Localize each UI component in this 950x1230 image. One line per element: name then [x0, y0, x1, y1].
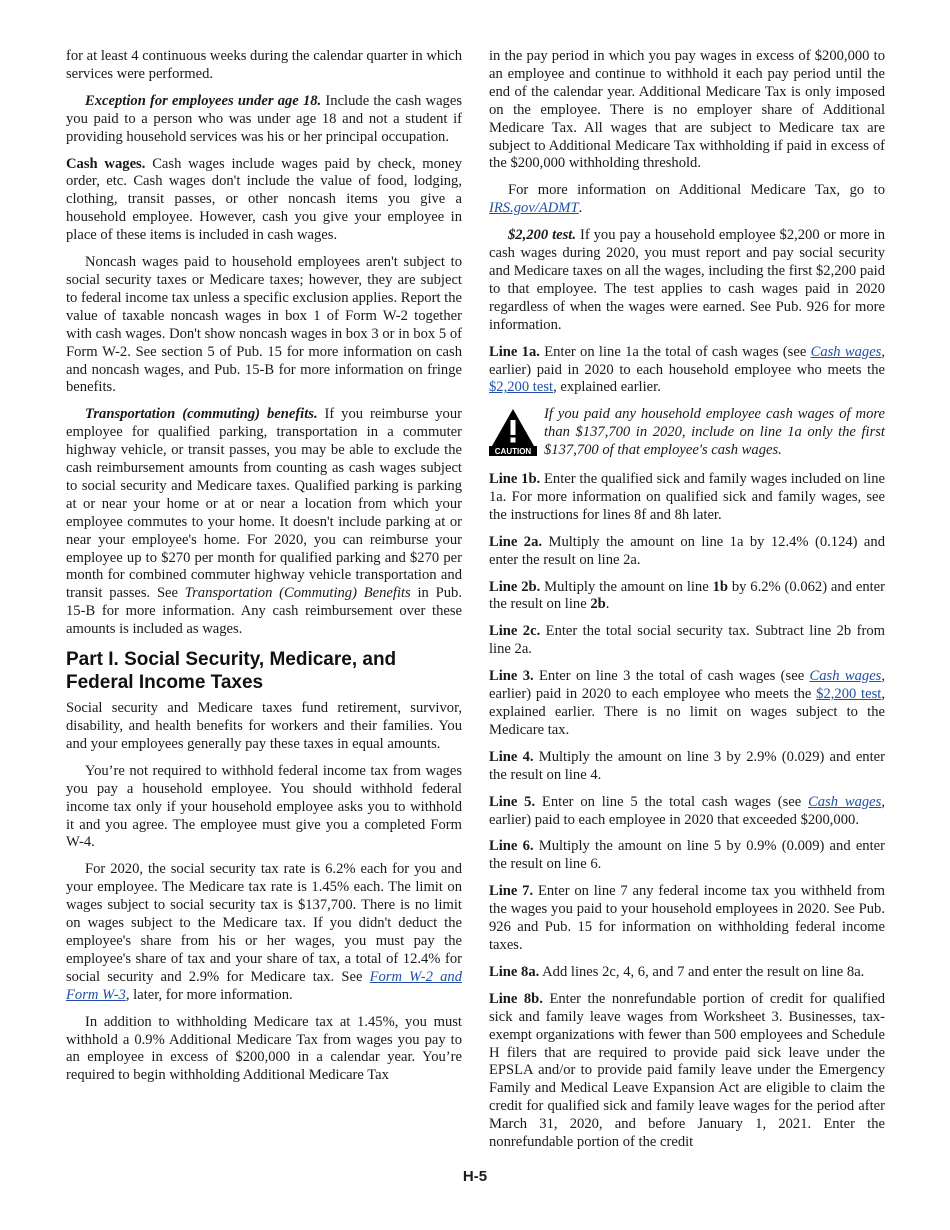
subheading: Exception for employees under age 18. — [85, 92, 322, 109]
cash-wages-link[interactable]: Cash wages — [808, 793, 882, 810]
test-2200-link[interactable]: $2,200 test — [489, 379, 554, 396]
right-column — [489, 48, 885, 1161]
line-2a-instruction: Line 2a. Multiply the amount on line 1a by 12.4% (0.124) and enter the result on line 2a. — [489, 533, 886, 568]
paragraph: For more information on Additional Medicare Tax, go to IRS.gov/ADMT. — [489, 182, 885, 217]
caution-box — [489, 406, 885, 460]
caution-label: CAUTION — [494, 447, 532, 457]
line-6-instruction: Line 6. Multiply the amount on line 5 by 0.9% (0.009) and enter the result on line 6. — [489, 838, 885, 873]
line-2b-instruction: Line 2b. Multiply the amount on line 1b by 6.2% (0.062) and enter the result on line 2b. — [489, 578, 886, 613]
subheading: $2,200 test. — [508, 227, 576, 244]
line-8b-instruction: Line 8b. Enter the nonrefundable portion of credit for qualified sick and family leave wages from Worksheet 3. Businesses, tax-exempt organizations with fewer than 500 employees and Schedule H filers that are required to provide paid sick leave under the EPSLA and/or to provide paid family leave under the Emergency Family and Medical Leave Expansion Act are eligible to claim the credit for qualified sick and family leave wages for the period after March 31, 2020, and before January 1, 2021. Enter the nonrefundable portion of the credit — [489, 990, 885, 1151]
paragraph: for at least 4 continuous weeks during the calendar quarter in which services were performed. — [66, 48, 462, 82]
test-2200-link[interactable]: $2,200 test — [816, 686, 882, 703]
paragraph: Social security and Medicare taxes fund retirement, survivor, disability, and health benefits for workers and their families. You and your employees generally pay these taxes in equal amounts. — [66, 700, 462, 752]
cash-wages-link[interactable]: Cash wages — [809, 668, 882, 685]
line-3-instruction: Line 3. Enter on line 3 the total of cash wages (see Cash wages, earlier) paid in 2020 to each employee who meets the $2,200 test, explained earlier. There is no limit on wages subject to the Medicare tax. — [489, 668, 886, 738]
paragraph: For 2020, the social security tax rate is 6.2% each for you and your employee. The Medicare tax rate is 1.45% each. The limit on wages subject to social security tax is $137,700. There is no limit on wages subject to the Medicare tax. If you didn't deduct the employee's share from his or her wages, you must pay the employee's share of tax and your share of tax, a total of 12.4% for social security and 2.9% for Medicare tax. See Form W-2 and Form W-3, later, for more information. — [66, 861, 462, 1003]
form-w2-w3-link[interactable]: Form W-2 and Form W-3 — [66, 968, 462, 1003]
page-number: H-5 — [462, 1168, 488, 1185]
paragraph: $2,200 test. If you pay a household employee $2,200 or more in cash wages during 2020, you must report and pay social security and Medicare taxes on all the wages, including the first $2,200 paid to that employee. The test applies to cash wages paid in 2020 regardless of when the wages were earned. See Pub. 926 for more information. — [489, 227, 885, 333]
irs-admt-link[interactable]: IRS.gov/ADMT — [489, 200, 579, 217]
paragraph: Noncash wages paid to household employees aren't subject to social security taxes or Medicare taxes; however, they are subject to federal income tax unless a specific exclusion applies. Report the value of taxable noncash wages in box 1 of Form W-2 together with cash wages. Don't show noncash wages in box 3 or in box 5 of Form W-2. See section 5 of Pub. 15 for more information on cash and noncash wages, and Pub. 15-B for more information on fringe benefits. — [66, 254, 462, 396]
paragraph: You’re not required to withhold federal income tax from wages you pay a household employee. You should withhold federal income tax only if your household employee asks you to withhold it and you agree. The employee must give you a completed Form W-4. — [66, 762, 462, 851]
paragraph: in the pay period in which you pay wages in excess of $200,000 to an employee and continue to withhold it each pay period until the end of the calendar year. Additional Medicare Tax is only imposed on the employee. There is no employer share of Additional Medicare Tax. All wages that are subject to Medicare tax are subject to Additional Medicare Tax withholding if paid in excess of the $200,000 withholding threshold. — [489, 48, 885, 172]
left-column — [66, 48, 462, 1094]
line-1a-instruction: Line 1a. Enter on line 1a the total of cash wages (see Cash wages, earlier) paid in 2020 to each household employee who meets the $2,200 test, explained earlier. — [489, 343, 886, 396]
line-8a-instruction: Line 8a. Add lines 2c, 4, 6, and 7 and enter the result on line 8a. — [489, 963, 865, 980]
line-2c-instruction: Line 2c. Enter the total social security tax. Subtract line 2b from line 2a. — [489, 623, 885, 658]
paragraph: In addition to withholding Medicare tax at 1.45%, you must withhold a 0.9% Additional Medicare Tax from wages you pay to an employee in excess of $200,000 in a calendar year. You’re required to begin withholding Additional Medicare Tax — [66, 1013, 462, 1084]
section-heading: Part I. Social Security, Medicare, and Federal Income Taxes — [66, 649, 397, 694]
paragraph: Transportation (commuting) benefits. If you reimburse your employee for qualified parking, transportation in a commuter highway vehicle, or transit passes, you may be able to exclude the cash reimbursement amounts from counting as cash wages subject to social security and Medicare taxes. Qualified parking is parking at or near your home or at or near a location from which your employee commutes to your home. It doesn't include parking at or near your employee's home. For 2020, you can reimburse your employee up to $270 per month for qualified parking and $270 per month for combined commuter highway vehicle transportation and transit passes. See Transportation (Commuting) Benefits in Pub. 15-B for more information. Any cash reimbursement over these amounts is included as wages. — [66, 406, 462, 638]
caution-icon — [489, 408, 537, 456]
line-5-instruction: Line 5. Enter on line 5 the total cash wages (see Cash wages, earlier) paid to each employee in 2020 that exceeded $200,000. — [489, 793, 885, 828]
line-7-instruction: Line 7. Enter on line 7 any federal income tax you withheld from the wages you paid to your household employees in 2020. See Pub. 926 and Pub. 15 for information on withholding federal income taxes. — [489, 883, 885, 953]
subheading: Cash wages. — [66, 155, 146, 172]
cash-wages-link[interactable]: Cash wages — [810, 343, 882, 360]
paragraph: Cash wages. Cash wages include wages paid by check, money order, etc. Cash wages don't include the value of food, lodging, clothing, transit passes, or other noncash items you give a household employee. However, cash you give your employee in place of these items is included in cash wages. — [66, 155, 462, 244]
caution-text: If you paid any household employee cash wages of more than $137,700 in 2020, include on line 1a only the first $137,700 of that employee's cash wages. — [544, 406, 885, 459]
subheading: Transportation (commuting) benefits. — [85, 406, 318, 423]
line-1b-instruction: Line 1b. Enter the qualified sick and family wages included on line 1a. For more information on qualified sick and family wages, see the instructions for lines 8f and 8h later. — [489, 471, 886, 523]
line-4-instruction: Line 4. Multiply the amount on line 3 by 2.9% (0.029) and enter the result on line 4. — [489, 748, 885, 783]
paragraph: Exception for employees under age 18. Include the cash wages you paid to a person who was under age 18 and not a student if providing household services was his or her principal occupation. — [66, 92, 462, 145]
